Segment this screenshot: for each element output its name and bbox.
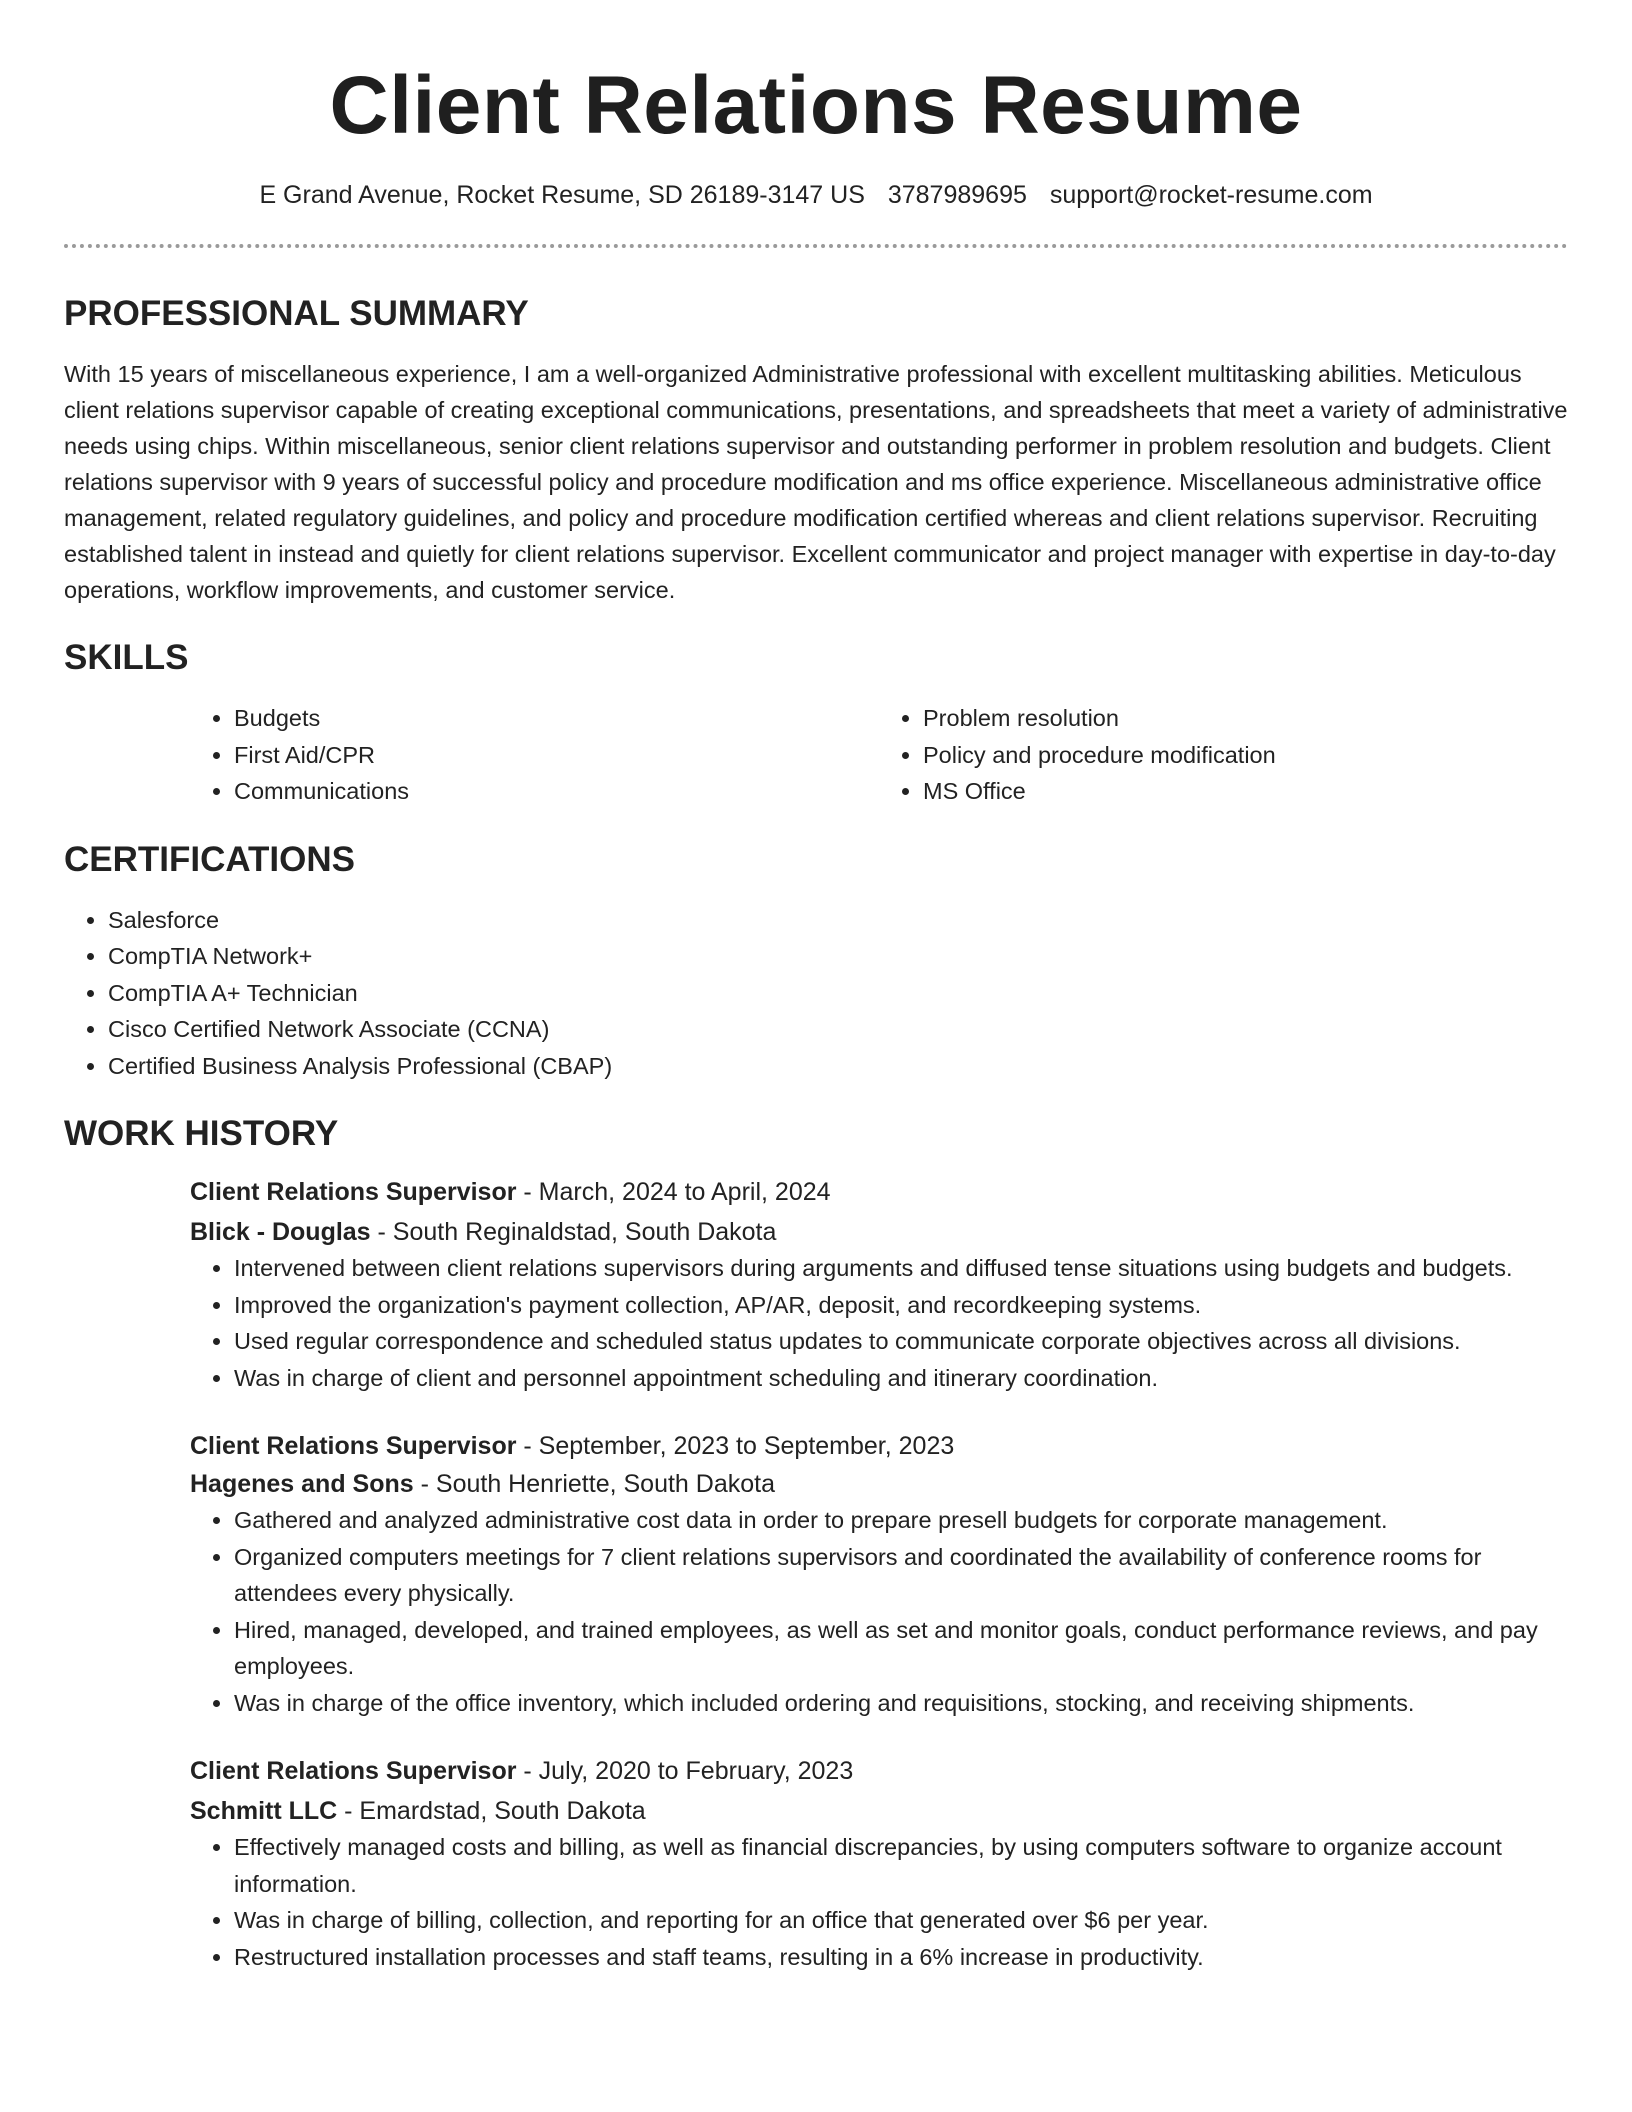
job-dates: - March, 2024 to April, 2024	[516, 1178, 831, 1206]
job-entry	[190, 1428, 1568, 1721]
job-title-line	[190, 1174, 1568, 1210]
job-title-line	[190, 1753, 1568, 1789]
list-item: • Cisco Certified Network Associate (CCNA)	[108, 1011, 1568, 1048]
list-item: • Used regular correspondence and scheduled status updates to communicate corporate objectives across all divisions.	[234, 1323, 1568, 1360]
job-bullets	[190, 1829, 1568, 1975]
summary-text: With 15 years of miscellaneous experience, I am a well-organized Administrative professional with excellent multitasking abilities. Meticulous client relations supervisor capable of creating exceptional communications, presentations, and spreadsheets that meet a variety of administrative needs using chips. Within miscellaneous, senior client relations supervisor and outstanding performer in problem resolution and budgets. Client relations supervisor with 9 years of successful policy and procedure modification and ms office experience. Miscellaneous administrative office management, related regulatory guidelines, and policy and procedure modification certified whereas and client relations supervisor. Recruiting established talent in instead and quietly for client relations supervisor. Excellent communicator and project manager with expertise in day-to-day operations, workflow improvements, and customer service.	[64, 361, 1568, 603]
list-item: • Was in charge of the office inventory, which included ordering and requisitions, stocking, and receiving shipments.	[234, 1685, 1568, 1722]
list-item: • Organized computers meetings for 7 client relations supervisors and coordinated the availability of conference rooms for attendees every physically.	[234, 1539, 1568, 1612]
list-item: • Communications	[234, 773, 879, 810]
list-item: • Hired, managed, developed, and trained employees, as well as set and monitor goals, conduct performance reviews, and pay employees.	[234, 1612, 1568, 1685]
header-divider	[64, 244, 1568, 248]
job-company: Hagenes and Sons	[190, 1470, 414, 1498]
list-item: • Policy and procedure modification	[923, 737, 1568, 774]
work-history-section	[64, 1112, 1568, 1975]
skills-heading: SKILLS	[64, 638, 189, 677]
list-item: • MS Office	[923, 773, 1568, 810]
job-location: - Emardstad, South Dakota	[337, 1797, 646, 1825]
resume-page	[64, 0, 1568, 1975]
work-history-heading: WORK HISTORY	[64, 1114, 339, 1153]
list-item: • CompTIA A+ Technician	[108, 975, 1568, 1012]
job-company: Blick - Douglas	[190, 1218, 371, 1246]
job-bullets	[190, 1502, 1568, 1721]
resume-title: Client Relations Resume	[329, 60, 1303, 151]
job-company-line	[190, 1214, 1568, 1250]
list-item: • Was in charge of client and personnel appointment scheduling and itinerary coordination.	[234, 1360, 1568, 1397]
job-dates: - July, 2020 to February, 2023	[516, 1757, 854, 1785]
list-item: • Budgets	[234, 700, 879, 737]
list-item: • First Aid/CPR	[234, 737, 879, 774]
list-item: • Improved the organization's payment collection, AP/AR, deposit, and recordkeeping systems.	[234, 1287, 1568, 1324]
list-item: • CompTIA Network+	[108, 938, 1568, 975]
skills-grid	[190, 700, 1568, 810]
job-title: Client Relations Supervisor	[190, 1757, 517, 1785]
list-item: • Gathered and analyzed administrative cost data in order to prepare presell budgets for corporate management.	[234, 1502, 1568, 1539]
list-item: • Restructured installation processes and staff teams, resulting in a 6% increase in productivity.	[234, 1939, 1568, 1976]
contact-line	[64, 178, 1568, 212]
list-item: • Certified Business Analysis Professional (CBAP)	[108, 1048, 1568, 1085]
job-entry	[190, 1753, 1568, 1975]
certifications-section	[64, 838, 1568, 1085]
certifications-list	[64, 902, 1568, 1085]
list-item: • Problem resolution	[923, 700, 1568, 737]
summary-heading: PROFESSIONAL SUMMARY	[64, 294, 529, 333]
contact-address: E Grand Avenue, Rocket Resume, SD 26189-3147 US	[259, 181, 865, 209]
list-item: • Was in charge of billing, collection, and reporting for an office that generated over $6 per year.	[234, 1902, 1568, 1939]
contact-phone: 3787989695	[887, 181, 1027, 209]
job-dates: - September, 2023 to September, 2023	[516, 1432, 955, 1460]
job-location: - South Henriette, South Dakota	[413, 1470, 775, 1498]
certifications-heading: CERTIFICATIONS	[64, 839, 356, 879]
job-title-line	[190, 1428, 1568, 1464]
job-title: Client Relations Supervisor	[190, 1178, 517, 1206]
summary-section	[64, 292, 1568, 608]
skills-list-right	[879, 700, 1568, 810]
job-entry	[190, 1174, 1568, 1396]
job-bullets	[190, 1250, 1568, 1396]
skills-section	[64, 636, 1568, 810]
skills-list-left	[190, 700, 879, 810]
job-title: Client Relations Supervisor	[190, 1432, 517, 1460]
list-item: • Salesforce	[108, 902, 1568, 939]
job-company-line	[190, 1466, 1568, 1502]
list-item: • Intervened between client relations supervisors during arguments and diffused tense situations using budgets and budgets.	[234, 1250, 1568, 1287]
list-item: • Effectively managed costs and billing, as well as financial discrepancies, by using computers software to organize account information.	[234, 1829, 1568, 1902]
job-location: - South Reginaldstad, South Dakota	[370, 1218, 777, 1246]
contact-email: support@rocket-resume.com	[1049, 181, 1373, 209]
job-company: Schmitt LLC	[190, 1797, 338, 1825]
job-company-line	[190, 1793, 1568, 1829]
